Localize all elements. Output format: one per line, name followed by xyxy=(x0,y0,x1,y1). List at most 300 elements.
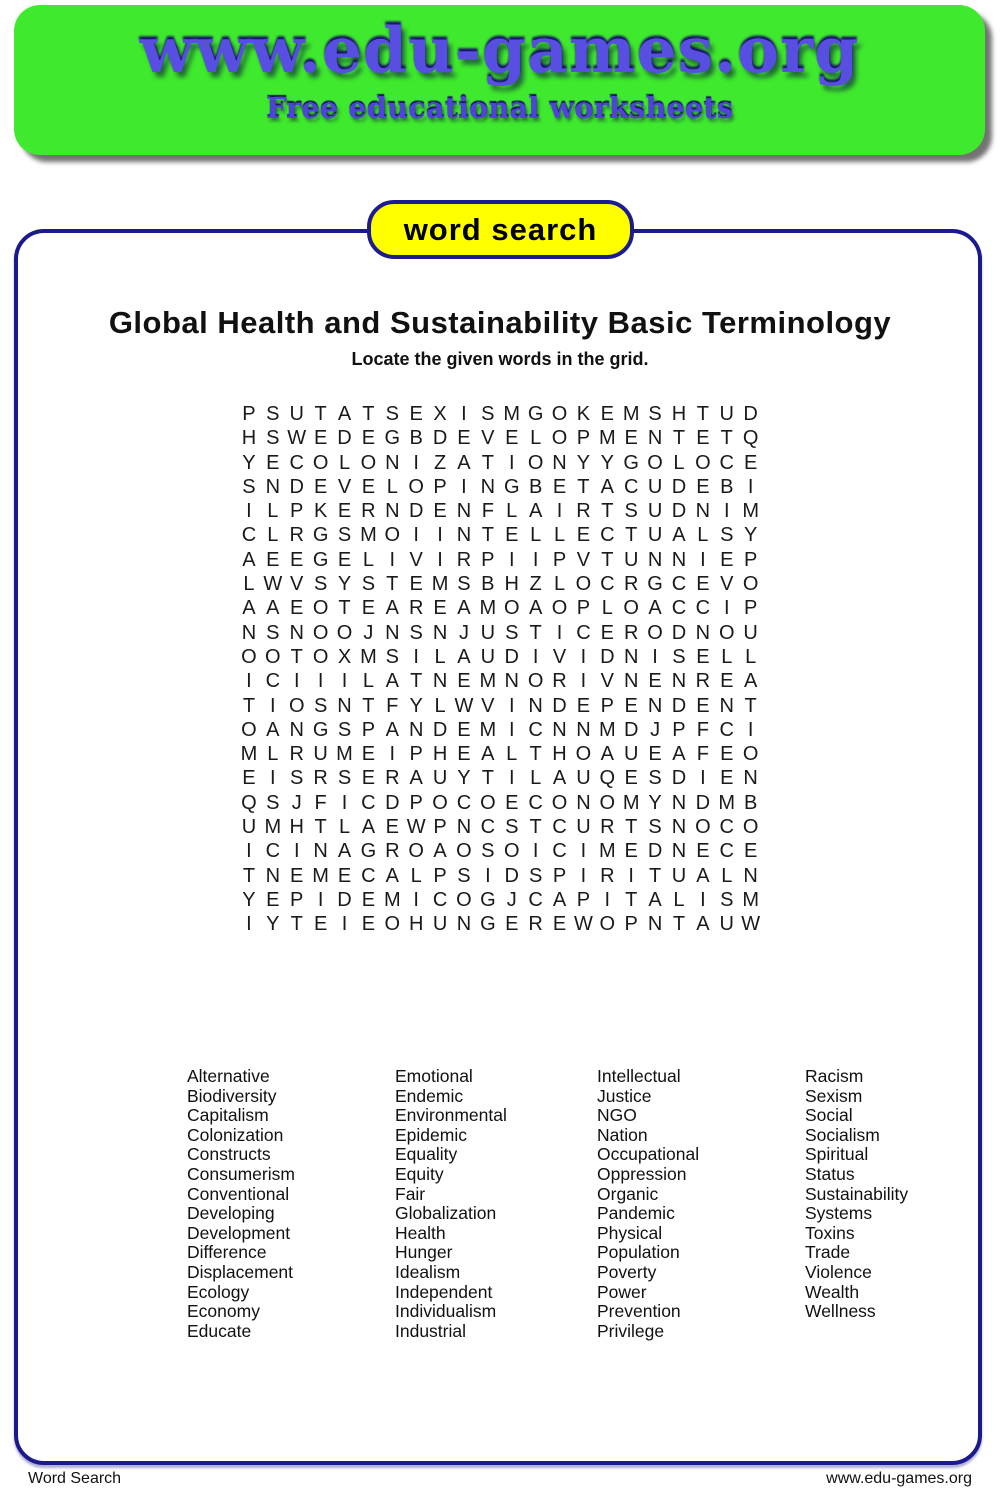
word-item: Racism xyxy=(805,1066,864,1086)
word-item: Population xyxy=(597,1242,680,1263)
grid-cell: O xyxy=(241,718,257,741)
grid-cell: W xyxy=(454,694,474,717)
word-item: Endemic xyxy=(395,1085,464,1106)
grid-cell: E xyxy=(720,767,734,790)
grid-cell: L xyxy=(673,888,685,911)
grid-cell: K xyxy=(313,500,328,523)
grid-cell: L xyxy=(410,864,422,887)
grid-cell: D xyxy=(671,500,687,523)
grid-cell: R xyxy=(313,767,328,790)
grid-cell: E xyxy=(696,840,710,863)
grid-cell: D xyxy=(671,621,687,644)
grid-cell: W xyxy=(573,913,593,936)
word-item: Capitalism xyxy=(187,1105,269,1126)
grid-cell: T xyxy=(672,913,686,936)
grid-cell: P xyxy=(409,791,423,814)
grid-cell: M xyxy=(503,403,521,425)
word-item: Sustainability xyxy=(805,1183,909,1204)
grid-cell: P xyxy=(576,597,591,620)
grid-cell: N xyxy=(504,670,519,693)
grid-cell: N xyxy=(695,621,711,644)
word-item: Wealth xyxy=(805,1281,860,1302)
grid-cell: E xyxy=(361,743,376,766)
grid-cell: V xyxy=(409,548,423,571)
grid-cell: W xyxy=(263,573,283,596)
grid-cell: I xyxy=(700,548,706,571)
grid-cell: C xyxy=(432,888,448,911)
grid-cell: I xyxy=(580,840,587,863)
grid-cell: G xyxy=(360,840,377,863)
grid-cell: O xyxy=(742,816,759,839)
grid-cell: C xyxy=(600,573,615,596)
grid-cell: I xyxy=(413,888,419,911)
grid-cell: N xyxy=(385,451,400,474)
word-item: Difference xyxy=(187,1242,267,1263)
grid-cell: C xyxy=(289,451,304,474)
grid-cell: U xyxy=(623,548,639,571)
grid-cell: I xyxy=(317,670,324,693)
grid-cell: T xyxy=(625,816,638,839)
grid-cell: E xyxy=(720,743,734,766)
grid-cell: G xyxy=(312,718,329,741)
grid-cell: V xyxy=(600,670,614,693)
grid-cell: E xyxy=(290,864,304,887)
grid-cell: I xyxy=(413,645,419,668)
grid-cell: A xyxy=(552,888,567,911)
grid-cell: E xyxy=(720,670,734,693)
grid-cell: A xyxy=(409,767,423,790)
grid-cell: A xyxy=(481,743,495,766)
grid-cell: C xyxy=(361,864,376,887)
grid-cell: E xyxy=(433,500,447,523)
word-item: Ecology xyxy=(187,1281,250,1302)
grid-row xyxy=(237,766,763,790)
grid-cell: S xyxy=(505,816,519,839)
grid-row xyxy=(237,596,763,620)
grid-cell: O xyxy=(456,888,472,911)
grid-cell: C xyxy=(528,888,543,911)
grid-cell: M xyxy=(336,743,353,766)
grid-cell: C xyxy=(576,621,591,644)
word-item: Hunger xyxy=(395,1242,453,1263)
grid-cell: B xyxy=(528,475,543,498)
grid-cell: E xyxy=(361,427,376,450)
grid-cell: N xyxy=(623,670,639,693)
grid-cell: F xyxy=(314,791,327,814)
grid-cell: O xyxy=(551,791,568,814)
grid-cell: E xyxy=(361,767,376,790)
grid-cell: I xyxy=(556,500,563,523)
grid-cell: D xyxy=(504,645,519,668)
grid-cell: B xyxy=(481,573,495,596)
grid-cell: L xyxy=(530,767,542,790)
grid-cell: O xyxy=(527,451,544,474)
grid-cell: T xyxy=(601,548,614,571)
grid-cell: D xyxy=(337,427,352,450)
grid-cell: N xyxy=(385,500,400,523)
grid-cell: O xyxy=(384,913,401,936)
grid-cell: C xyxy=(265,670,281,693)
grid-cell: N xyxy=(552,718,567,741)
grid-cell: T xyxy=(242,864,256,887)
grid-cell: O xyxy=(599,791,616,814)
grid-cell: S xyxy=(337,767,352,790)
grid-cell: S xyxy=(648,403,662,425)
grid-cell: O xyxy=(503,597,520,620)
grid-cell: T xyxy=(481,451,494,474)
grid-cell: D xyxy=(671,475,687,498)
grid-cell: Q xyxy=(599,767,616,790)
grid-cell: T xyxy=(529,816,542,839)
word-item: Pandemic xyxy=(597,1203,675,1224)
grid-cell: E xyxy=(624,427,638,450)
grid-cell: C xyxy=(528,718,543,741)
grid-cell: N xyxy=(337,694,352,717)
grid-cell: O xyxy=(503,840,520,863)
grid-cell: P xyxy=(576,427,591,450)
grid-cell: M xyxy=(431,573,449,596)
grid-cell: E xyxy=(457,743,471,766)
grid-cell: I xyxy=(437,548,443,571)
grid-cell: S xyxy=(313,573,328,596)
grid-cell: N xyxy=(743,864,758,887)
grid-cell: L xyxy=(338,816,351,839)
grid-cell: O xyxy=(408,475,424,498)
grid-cell: O xyxy=(527,670,544,693)
grid-row xyxy=(237,718,763,742)
grid-cell: H xyxy=(552,743,567,766)
grid-cell: U xyxy=(480,621,496,644)
grid-cell: R xyxy=(385,767,400,790)
grid-row xyxy=(237,888,763,912)
grid-cell: M xyxy=(479,718,497,741)
grid-cell: A xyxy=(385,864,399,887)
grid-cell: L xyxy=(721,864,733,887)
grid-cell: E xyxy=(266,451,280,474)
grid-cell: I xyxy=(532,548,539,571)
grid-cell: A xyxy=(600,743,614,766)
grid-cell: R xyxy=(600,816,615,839)
grid-cell: E xyxy=(696,694,710,717)
grid-cell: L xyxy=(267,500,279,523)
grid-cell: A xyxy=(457,597,471,620)
grid-cell: E xyxy=(505,913,519,936)
grid-cell: I xyxy=(723,597,730,620)
grid-cell: D xyxy=(432,718,448,741)
grid-cell: L xyxy=(434,645,446,668)
grid-cell: I xyxy=(341,913,348,936)
grid-cell: I xyxy=(246,500,252,523)
word-item: Alternative xyxy=(187,1066,270,1086)
grid-cell: E xyxy=(290,597,304,620)
grid-cell: T xyxy=(362,694,375,717)
grid-cell: E xyxy=(266,888,280,911)
grid-cell: U xyxy=(647,524,663,547)
word-item: Status xyxy=(805,1163,855,1184)
grid-cell: J xyxy=(291,791,302,814)
word-item: Spiritual xyxy=(805,1144,869,1165)
grid-cell: D xyxy=(408,500,424,523)
grid-cell: N xyxy=(456,500,472,523)
grid-cell: J xyxy=(650,718,661,741)
grid-cell: I xyxy=(246,913,252,936)
grid-cell: S xyxy=(457,864,471,887)
grid-cell: S xyxy=(409,621,423,644)
grid-cell: E xyxy=(313,427,328,450)
grid-cell: I xyxy=(604,888,611,911)
grid-cell: E xyxy=(457,718,471,741)
grid-cell: P xyxy=(600,694,614,717)
grid-cell: O xyxy=(575,743,592,766)
grid-cell: T xyxy=(648,864,662,887)
grid-cell: I xyxy=(508,718,515,741)
grid-cell: P xyxy=(242,403,256,425)
grid-cell: O xyxy=(647,621,663,644)
grid-row xyxy=(237,694,763,718)
grid-cell: L xyxy=(267,743,279,766)
grid-cell: T xyxy=(362,403,375,425)
grid-cell: A xyxy=(672,743,686,766)
grid-cell: V xyxy=(481,694,495,717)
grid-cell: B xyxy=(409,427,423,450)
grid-cell: S xyxy=(720,524,734,547)
grid-cell: O xyxy=(480,791,496,814)
grid-cell: M xyxy=(598,427,616,450)
grid-cell: T xyxy=(314,403,327,425)
grid-cell: O xyxy=(695,451,711,474)
grid-cell: D xyxy=(623,718,639,741)
grid-cell: B xyxy=(720,475,734,498)
grid-cell: G xyxy=(480,888,496,911)
grid-cell: D xyxy=(743,403,758,425)
grid-cell: T xyxy=(672,427,686,450)
grid-cell: D xyxy=(695,791,711,814)
grid-cell: C xyxy=(719,816,734,839)
grid-cell: M xyxy=(598,840,616,863)
grid-cell: D xyxy=(600,645,615,668)
grid-cell: E xyxy=(457,427,471,450)
grid-cell: D xyxy=(671,694,687,717)
grid-row xyxy=(237,839,763,863)
grid-cell: V xyxy=(720,573,734,596)
grid-cell: U xyxy=(647,475,663,498)
grid-cell: E xyxy=(337,864,352,887)
grid-cell: O xyxy=(599,913,616,936)
grid-cell: N xyxy=(719,694,734,717)
grid-cell: U xyxy=(623,743,639,766)
grid-cell: T xyxy=(242,694,256,717)
grid-cell: R xyxy=(289,524,304,547)
grid-cell: P xyxy=(290,500,304,523)
grid-cell: D xyxy=(671,767,687,790)
grid-cell: A xyxy=(457,451,471,474)
grid-cell: E xyxy=(624,767,638,790)
word-item: Prevention xyxy=(597,1301,681,1322)
grid-cell: N xyxy=(671,816,687,839)
grid-cell: I xyxy=(246,670,252,693)
grid-cell: T xyxy=(577,475,590,498)
grid-cell: N xyxy=(647,913,663,936)
word-item: Privilege xyxy=(597,1320,665,1341)
grid-cell: A xyxy=(385,718,399,741)
grid-cell: R xyxy=(528,913,543,936)
grid-row xyxy=(237,669,763,693)
word-search-badge xyxy=(367,200,634,259)
grid-cell: E xyxy=(648,743,662,766)
grid-cell: I xyxy=(700,767,706,790)
grid-cell: Z xyxy=(433,451,447,474)
word-item: Developing xyxy=(187,1203,275,1224)
grid-cell: H xyxy=(504,573,519,596)
grid-row xyxy=(237,621,763,645)
word-item: Economy xyxy=(187,1301,260,1322)
word-item: Toxins xyxy=(805,1222,855,1243)
grid-cell: I xyxy=(747,475,754,498)
grid-cell: R xyxy=(408,597,424,620)
grid-cell: T xyxy=(625,888,638,911)
grid-cell: N xyxy=(265,475,281,498)
word-item: Physical xyxy=(597,1222,663,1243)
grid-cell: Y xyxy=(600,451,614,474)
grid-cell: M xyxy=(622,403,640,425)
grid-cell: E xyxy=(743,840,758,863)
word-item: Social xyxy=(805,1105,853,1126)
grid-cell: L xyxy=(553,573,566,596)
grid-cell: Y xyxy=(743,524,758,547)
word-item: Intellectual xyxy=(597,1066,681,1086)
word-item: Systems xyxy=(805,1203,873,1224)
grid-cell: A xyxy=(266,597,280,620)
grid-cell: N xyxy=(671,840,687,863)
grid-cell: A xyxy=(648,888,662,911)
grid-cell: G xyxy=(647,573,663,596)
word-item: Occupational xyxy=(597,1144,700,1165)
grid-row xyxy=(237,451,763,475)
word-item: Conventional xyxy=(187,1183,290,1204)
grid-cell: S xyxy=(385,645,399,668)
grid-cell: Y xyxy=(242,888,256,911)
grid-cell: M xyxy=(360,645,377,668)
word-item: Organic xyxy=(597,1183,659,1204)
word-item: Idealism xyxy=(395,1261,461,1282)
grid-cell: E xyxy=(361,888,376,911)
grid-cell: P xyxy=(433,864,447,887)
grid-cell: E xyxy=(409,403,423,425)
grid-cell: N xyxy=(265,864,281,887)
puzzle-instruction: Locate the given words in the grid. xyxy=(351,349,649,369)
grid-cell: I xyxy=(389,743,396,766)
word-column xyxy=(597,1067,699,1341)
grid-cell: S xyxy=(266,621,280,644)
grid-cell: L xyxy=(697,524,709,547)
grid-cell: U xyxy=(313,743,328,766)
grid-cell: X xyxy=(433,403,447,425)
grid-cell: N xyxy=(432,621,448,644)
grid-cell: H xyxy=(289,816,304,839)
grid-cell: C xyxy=(695,597,711,620)
grid-cell: G xyxy=(527,403,544,425)
grid-cell: M xyxy=(240,743,258,766)
grid-cell: L xyxy=(386,475,398,498)
grid-cell: S xyxy=(337,524,352,547)
grid-cell: L xyxy=(338,451,351,474)
grid-cell: I xyxy=(413,524,419,547)
grid-cell: D xyxy=(289,475,304,498)
grid-cell: C xyxy=(671,573,687,596)
grid-cell: A xyxy=(457,645,471,668)
grid-cell: O xyxy=(241,645,257,668)
grid-cell: R xyxy=(361,500,376,523)
grid-cell: M xyxy=(742,500,759,523)
grid-cell: C xyxy=(600,524,615,547)
grid-cell: R xyxy=(695,670,711,693)
grid-cell: T xyxy=(720,427,733,450)
grid-cell: J xyxy=(363,621,374,644)
grid-cell: Y xyxy=(242,451,256,474)
grid-cell: S xyxy=(457,573,471,596)
word-item: Wellness xyxy=(805,1301,876,1322)
grid-cell: S xyxy=(720,888,734,911)
word-column xyxy=(187,1067,295,1341)
grid-cell: S xyxy=(528,864,543,887)
grid-cell: E xyxy=(696,645,710,668)
grid-cell: N xyxy=(743,767,758,790)
word-item: Development xyxy=(187,1222,291,1243)
grid-cell: U xyxy=(671,864,687,887)
grid-cell: C xyxy=(241,524,257,547)
grid-row xyxy=(237,475,763,499)
page-footer xyxy=(0,1470,1000,1488)
grid-cell: M xyxy=(264,816,282,839)
grid-cell: I xyxy=(341,791,348,814)
grid-cell: S xyxy=(481,840,495,863)
grid-cell: X xyxy=(337,645,352,668)
grid-cell: M xyxy=(598,718,616,741)
grid-cell: T xyxy=(314,816,327,839)
grid-cell: F xyxy=(481,500,494,523)
grid-cell: P xyxy=(576,888,591,911)
grid-cell: L xyxy=(243,573,255,596)
site-tagline: Free educational worksheets xyxy=(265,91,734,125)
grid-cell: M xyxy=(742,888,759,911)
grid-cell: E xyxy=(409,573,423,596)
grid-cell: A xyxy=(266,718,280,741)
grid-cell: N xyxy=(456,816,472,839)
grid-cell: E xyxy=(266,548,280,571)
grid-cell: C xyxy=(719,840,734,863)
grid-cell: O xyxy=(551,403,568,425)
grid-cell: J xyxy=(458,621,469,644)
grid-cell: E xyxy=(361,475,376,498)
grid-cell: N xyxy=(289,621,304,644)
grid-cell: I xyxy=(461,475,467,498)
grid-cell: R xyxy=(289,743,304,766)
grid-cell: I xyxy=(317,888,324,911)
grid-cell: I xyxy=(700,888,706,911)
grid-cell: A xyxy=(528,597,543,620)
grid-cell: B xyxy=(743,791,758,814)
grid-cell: N xyxy=(576,718,591,741)
grid-cell: I xyxy=(628,864,634,887)
grid-cell: O xyxy=(384,524,401,547)
grid-cell: F xyxy=(696,743,709,766)
grid-cell: O xyxy=(551,597,568,620)
grid-cell: T xyxy=(601,500,614,523)
grid-cell: S xyxy=(266,427,280,450)
grid-cell: L xyxy=(553,524,566,547)
grid-cell: E xyxy=(576,694,591,717)
grid-cell: U xyxy=(719,403,734,425)
